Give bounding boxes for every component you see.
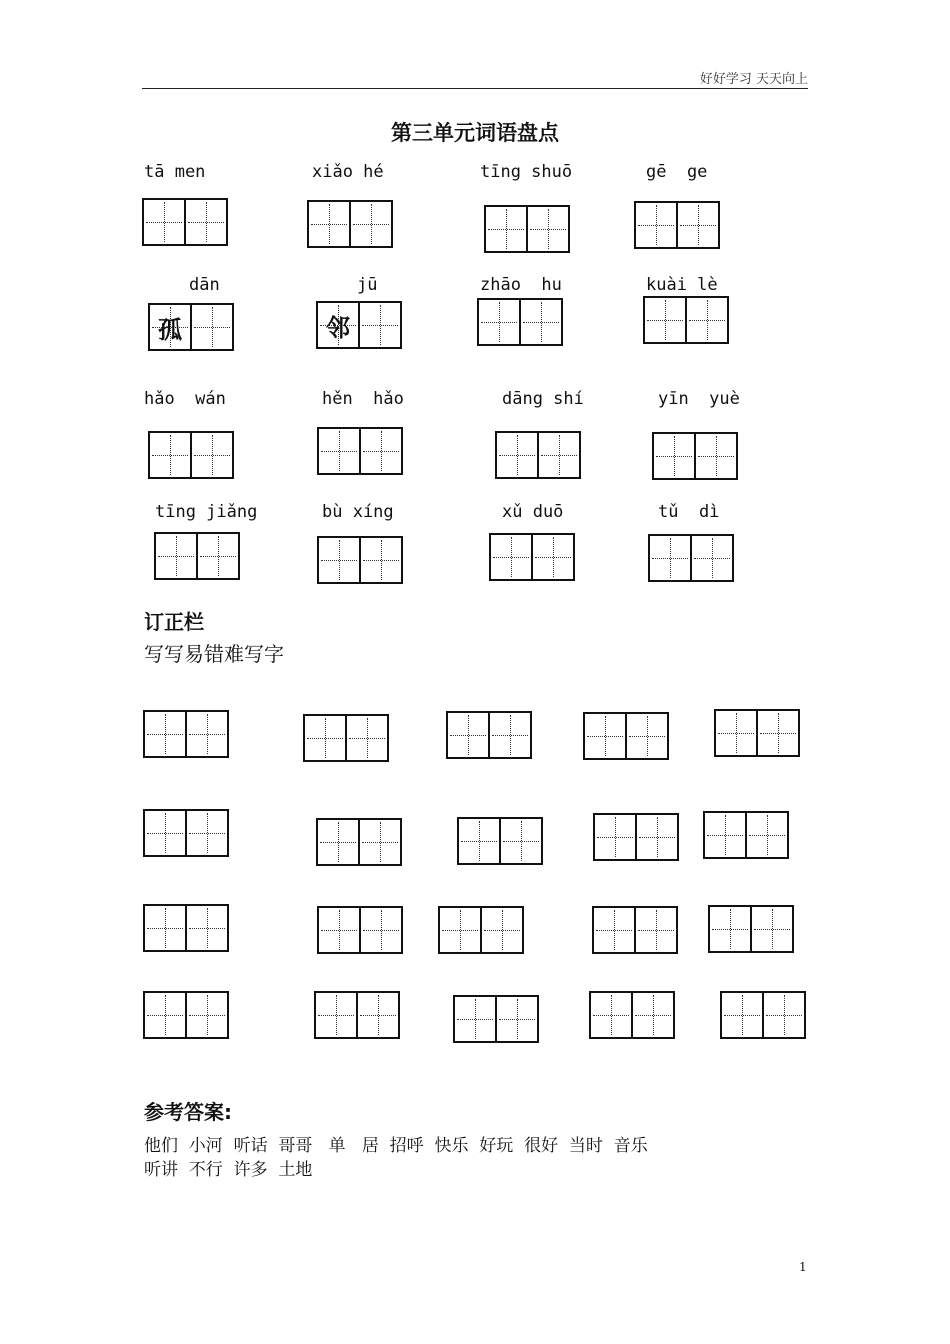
writing-grid[interactable] [634,201,720,249]
pinyin-label: dān [189,275,220,295]
pinyin-label: hěn hǎo [322,389,404,409]
writing-grid[interactable] [154,532,240,580]
correction-grid[interactable] [143,710,229,758]
pinyin-label: kuài lè [646,275,718,295]
correction-grid[interactable] [143,991,229,1039]
correction-grid[interactable] [457,817,543,865]
given-character: 邻 [326,313,350,342]
correction-grid[interactable] [438,906,524,954]
pinyin-label: dāng shí [502,389,584,409]
pinyin-label: tǔ dì [658,502,720,522]
writing-grid[interactable] [477,298,563,346]
header-rule [142,88,808,89]
answers-heading: 参考答案: [144,1100,232,1124]
correction-subtitle: 写写易错难写字 [144,642,284,666]
correction-grid[interactable] [453,995,539,1043]
answers-line: 听讲 不行 许多 土地 [144,1160,313,1180]
correction-grid[interactable] [446,711,532,759]
pinyin-label: xiǎo hé [312,162,384,182]
pinyin-label: hǎo wán [144,389,226,409]
answers-line: 他们 小河 听话 哥哥 单 居 招呼 快乐 好玩 很好 当时 音乐 [144,1136,648,1156]
writing-grid[interactable] [148,303,234,351]
correction-grid[interactable] [314,991,400,1039]
pinyin-label: yīn yuè [658,389,740,409]
writing-grid[interactable] [495,431,581,479]
correction-grid[interactable] [714,709,800,757]
correction-grid[interactable] [143,904,229,952]
correction-grid[interactable] [303,714,389,762]
page-title: 第三单元词语盘点 [391,121,559,145]
correction-heading: 订正栏 [144,610,204,634]
pinyin-label: bù xíng [322,502,394,522]
pinyin-label: xǔ duō [502,502,564,522]
writing-grid[interactable] [484,205,570,253]
writing-grid[interactable] [317,427,403,475]
correction-grid[interactable] [589,991,675,1039]
writing-grid[interactable] [307,200,393,248]
header-motto: 好好学习 天天向上 [699,72,808,87]
writing-grid[interactable] [148,431,234,479]
writing-grid[interactable] [489,533,575,581]
pinyin-label: gē ge [646,162,708,182]
pinyin-label: tīng jiǎng [155,502,258,522]
writing-grid[interactable] [643,296,729,344]
correction-grid[interactable] [593,813,679,861]
correction-grid[interactable] [708,905,794,953]
pinyin-label: tīng shuō [480,162,573,182]
writing-grid[interactable] [142,198,228,246]
writing-grid[interactable] [316,301,402,349]
writing-grid[interactable] [652,432,738,480]
correction-grid[interactable] [583,712,669,760]
correction-grid[interactable] [316,818,402,866]
pinyin-label: jū [357,275,378,295]
correction-grid[interactable] [317,906,403,954]
correction-grid[interactable] [592,906,678,954]
correction-grid[interactable] [143,809,229,857]
writing-grid[interactable] [317,536,403,584]
pinyin-label: zhāo hu [480,275,562,295]
writing-grid[interactable] [648,534,734,582]
page-number: 1 [799,1260,807,1274]
given-character: 孤 [158,315,182,344]
correction-grid[interactable] [720,991,806,1039]
pinyin-label: tā men [144,162,206,182]
correction-grid[interactable] [703,811,789,859]
